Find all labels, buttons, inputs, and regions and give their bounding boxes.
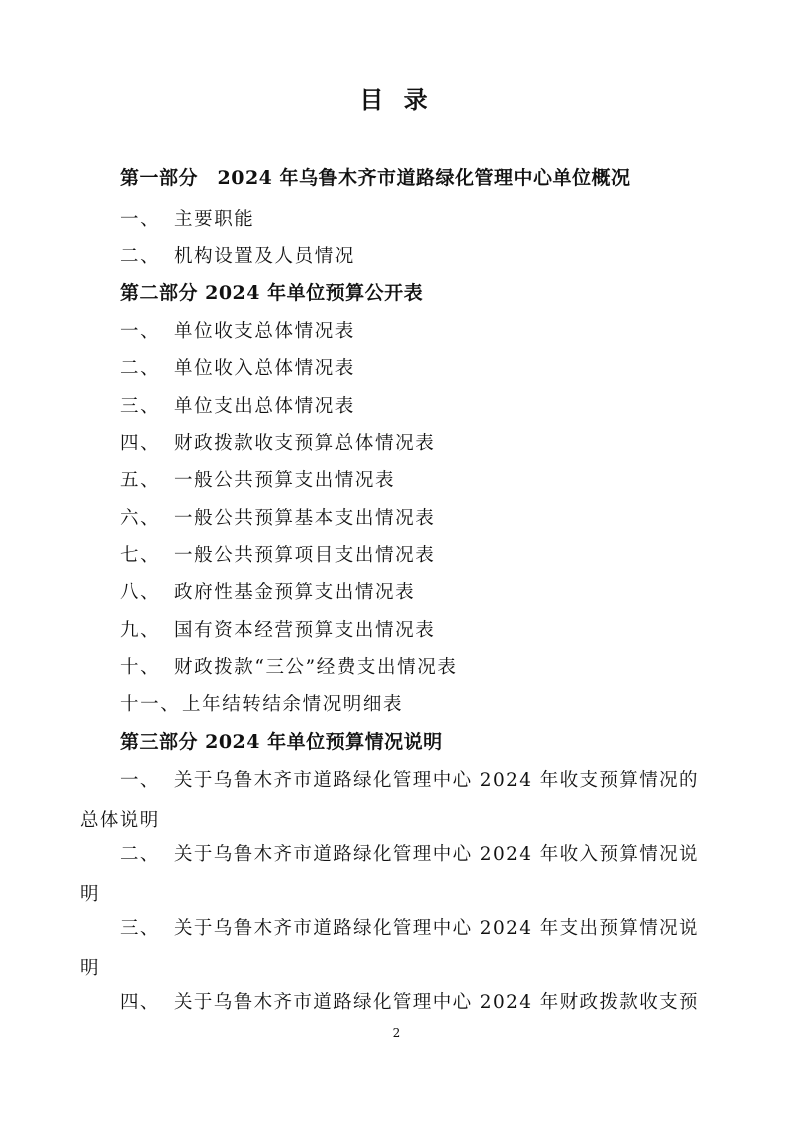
part2-heading: 第二部分 2024 年单位预算公开表 [120, 282, 424, 304]
toc-item-label: 国有资本经营预算支出情况表 [174, 620, 436, 641]
toc-item-label: 财政拨款“三公”经费支出情况表 [174, 657, 458, 678]
toc-item-line1: 关于乌鲁木齐市道路绿化管理中心 2024 年财政拨款收支预 [174, 992, 699, 1013]
toc-item-label: 财政拨款收支预算总体情况表 [174, 433, 436, 454]
toc-item-number: 四、 [120, 433, 161, 454]
toc-item-number: 七、 [120, 545, 161, 566]
toc-item-label: 上年结转结余情况明细表 [182, 694, 404, 715]
toc-item [120, 690, 403, 716]
page-title: 目 录 [359, 85, 434, 114]
toc-description-item [80, 840, 716, 906]
toc-item [120, 653, 457, 679]
toc-item-number: 八、 [120, 582, 161, 603]
toc-item [120, 205, 254, 231]
toc-item-number: 三、 [120, 918, 160, 939]
toc-item-number: 六、 [120, 508, 161, 529]
toc-item [120, 242, 355, 268]
part1-heading: 第一部分 2024 年乌鲁木齐市道路绿化管理中心单位概况 [120, 167, 631, 189]
part3-heading: 第三部分 2024 年单位预算情况说明 [120, 731, 443, 753]
toc-item [120, 392, 355, 418]
toc-item-line1: 关于乌鲁木齐市道路绿化管理中心 2024 年支出预算情况说 [174, 918, 699, 939]
toc-item [120, 578, 415, 604]
toc-item-line2: 明 [80, 958, 100, 979]
page-number: 2 [392, 1026, 401, 1040]
toc-item-number: 三、 [120, 396, 161, 417]
toc-item-number: 五、 [120, 470, 161, 491]
toc-item-number: 四、 [120, 992, 160, 1013]
toc-item-label: 单位支出总体情况表 [174, 396, 355, 417]
toc-item [120, 504, 435, 530]
toc-item-label: 主要职能 [174, 209, 255, 230]
toc-item-number: 一、 [120, 770, 160, 791]
toc-item-line2: 明 [80, 884, 100, 905]
toc-item-number: 二、 [120, 844, 160, 865]
toc-item-label: 单位收入总体情况表 [174, 358, 355, 379]
toc-item [120, 616, 435, 642]
toc-item [120, 317, 355, 343]
toc-item [120, 541, 435, 567]
toc-description-item [120, 988, 716, 1014]
toc-item-number: 二、 [120, 358, 161, 379]
toc-item-number: 十一、 [120, 694, 181, 715]
toc-item-number: 十、 [120, 657, 161, 678]
toc-item-line1: 关于乌鲁木齐市道路绿化管理中心 2024 年收支预算情况的 [174, 770, 699, 791]
toc-item-line2: 总体说明 [80, 810, 160, 831]
toc-item [120, 466, 395, 492]
toc-item-label: 单位收支总体情况表 [174, 321, 355, 342]
toc-item-line1: 关于乌鲁木齐市道路绿化管理中心 2024 年收入预算情况说 [174, 844, 699, 865]
toc-item-number: 二、 [120, 246, 161, 267]
toc-item-label: 机构设置及人员情况 [174, 246, 355, 267]
toc-item-number: 一、 [120, 209, 161, 230]
toc-item-number: 九、 [120, 620, 161, 641]
toc-item-label: 一般公共预算项目支出情况表 [174, 545, 436, 566]
toc-description-item [80, 766, 716, 832]
toc-description-item [80, 914, 716, 980]
toc-item-number: 一、 [120, 321, 161, 342]
toc-item-label: 一般公共预算基本支出情况表 [174, 508, 436, 529]
toc-item-label: 一般公共预算支出情况表 [174, 470, 396, 491]
toc-item [120, 354, 355, 380]
toc-item [120, 429, 435, 455]
toc-item-label: 政府性基金预算支出情况表 [174, 582, 416, 603]
